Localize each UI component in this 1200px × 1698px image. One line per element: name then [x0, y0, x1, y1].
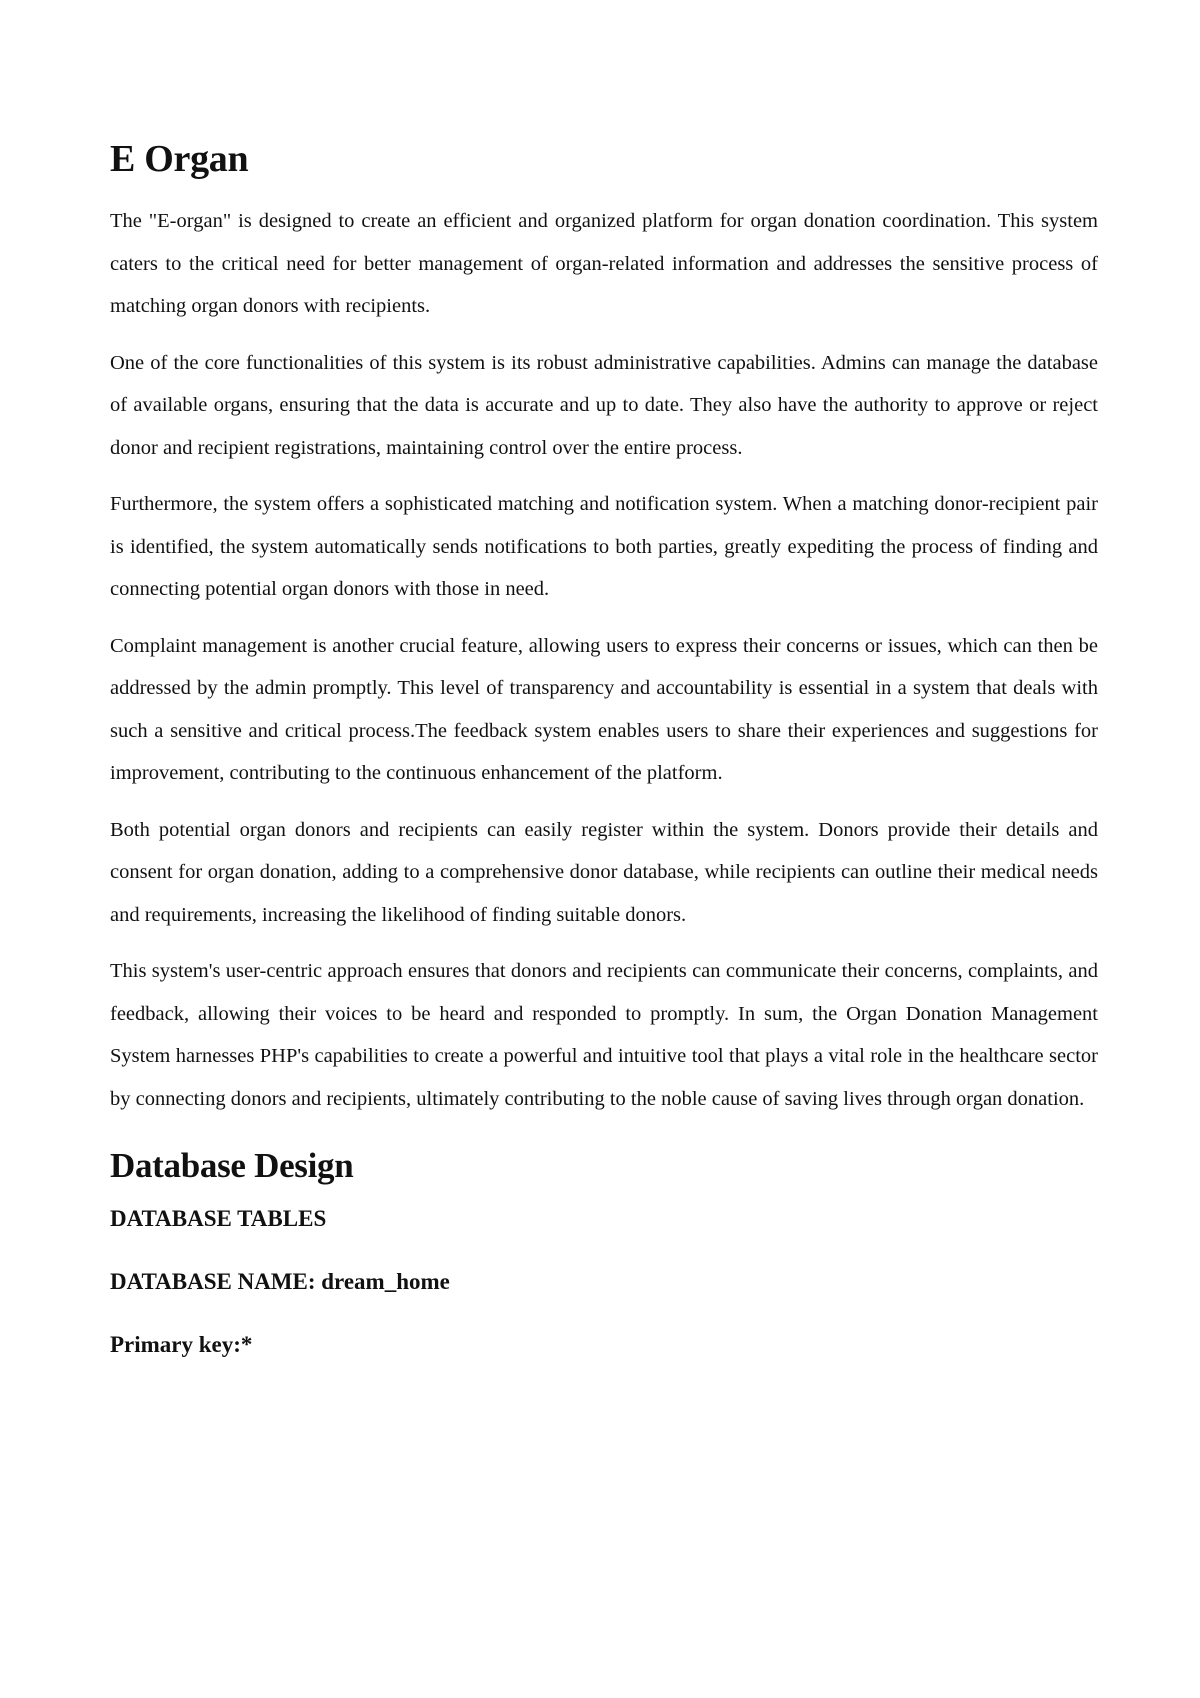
database-design-heading: Database Design	[110, 1146, 354, 1185]
database-tables-label: DATABASE TABLES	[110, 1206, 327, 1231]
document-page	[110, 140, 1098, 1396]
intro-paragraph: The "E-organ" is designed to create an efficient and organized platform for organ donation coordination. This system caters to the critical need for better management of organ-related information and addresses the sensitive process of matching organ donors with recipients.	[110, 210, 1098, 317]
primary-key-label: Primary key:*	[110, 1332, 253, 1357]
database-name-label: DATABASE NAME: dream_home	[110, 1269, 450, 1294]
complaint-paragraph: Complaint management is another crucial feature, allowing users to express their concerns or issues, which can then be addressed by the admin promptly. This level of transparency and accountability is essential in a system that deals with such a sensitive and critical process.The feedback system enables users to share their experiences and suggestions for improvement, contributing to the continuous enhancement of the platform.	[110, 634, 1098, 784]
summary-paragraph: This system's user-centric approach ensures that donors and recipients can communicate their concerns, complaints, and feedback, allowing their voices to be heard and responded to promptly. In sum, the Organ Donation Management System harnesses PHP's capabilities to create a powerful and intuitive tool that plays a vital role in the healthcare sector by connecting donors and recipients, ultimately contributing to the noble cause of saving lives through organ donation.	[110, 960, 1098, 1110]
matching-paragraph: Furthermore, the system offers a sophisticated matching and notification system. When a matching donor-recipient pair is identified, the system automatically sends notifications to both parties, greatly expediting the process of finding and connecting potential organ donors with those in need.	[110, 493, 1098, 600]
admin-paragraph: One of the core functionalities of this system is its robust administrative capabilities. Admins can manage the database of available organs, ensuring that the data is accurate and up to date. They also have the authority to approve or reject donor and recipient registrations, maintaining control over the entire process.	[110, 351, 1098, 459]
document-title: E Organ	[110, 138, 249, 180]
registration-paragraph: Both potential organ donors and recipients can easily register within the system. Donors provide their details and consent for organ donation, adding to a comprehensive donor database, while recipients can outline their medical needs and requirements, increasing the likelihood of finding suitable donors.	[110, 818, 1098, 926]
